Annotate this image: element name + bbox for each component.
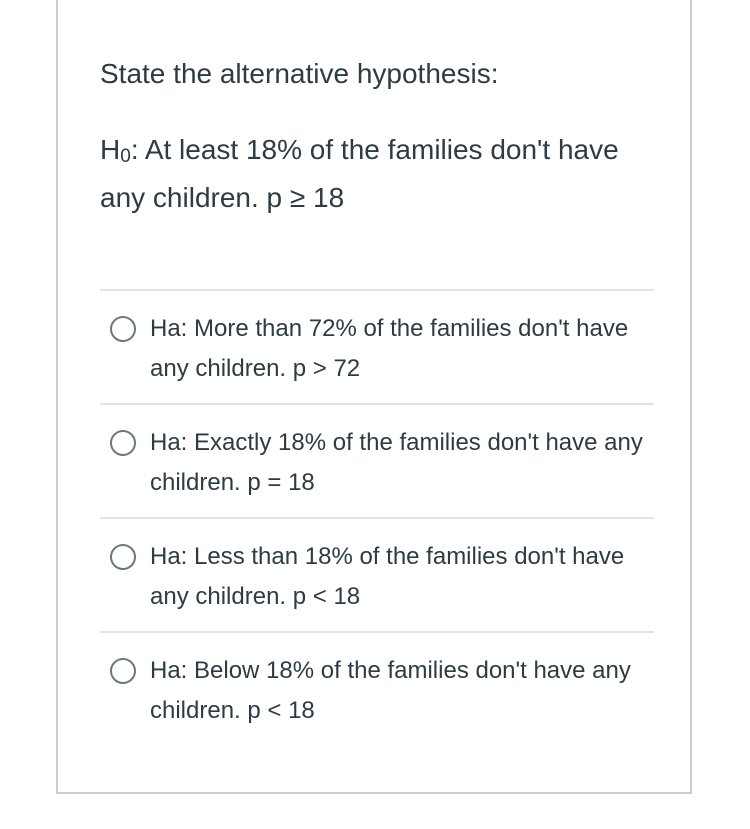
radio-button[interactable] (110, 544, 136, 570)
radio-button[interactable] (110, 658, 136, 684)
answer-options (100, 289, 654, 745)
null-hypothesis-label: H (100, 134, 121, 165)
answer-option-label[interactable]: Ha: Below 18% of the families don't have any children. p < 18 (150, 657, 631, 724)
null-hypothesis (100, 126, 660, 222)
answer-option-label[interactable]: Ha: Exactly 18% of the families don't have any children. p = 18 (150, 429, 643, 496)
radio-button[interactable] (110, 430, 136, 456)
answer-option[interactable] (100, 517, 654, 631)
question-card (56, 0, 692, 794)
radio-button[interactable] (110, 316, 136, 342)
question-prompt: State the alternative hypothesis: (100, 58, 499, 89)
answer-option[interactable] (100, 631, 654, 745)
null-hypothesis-subscript: 0 (120, 146, 131, 167)
answer-option-label[interactable]: Ha: Less than 18% of the families don't have any children. p < 18 (150, 543, 625, 610)
answer-option-label[interactable]: Ha: More than 72% of the families don't have any children. p > 72 (150, 315, 629, 382)
answer-option[interactable] (100, 403, 654, 517)
null-hypothesis-statement: : At least 18% of the families don't have any children. p ≥ 18 (100, 134, 619, 213)
answer-option[interactable] (100, 289, 654, 403)
